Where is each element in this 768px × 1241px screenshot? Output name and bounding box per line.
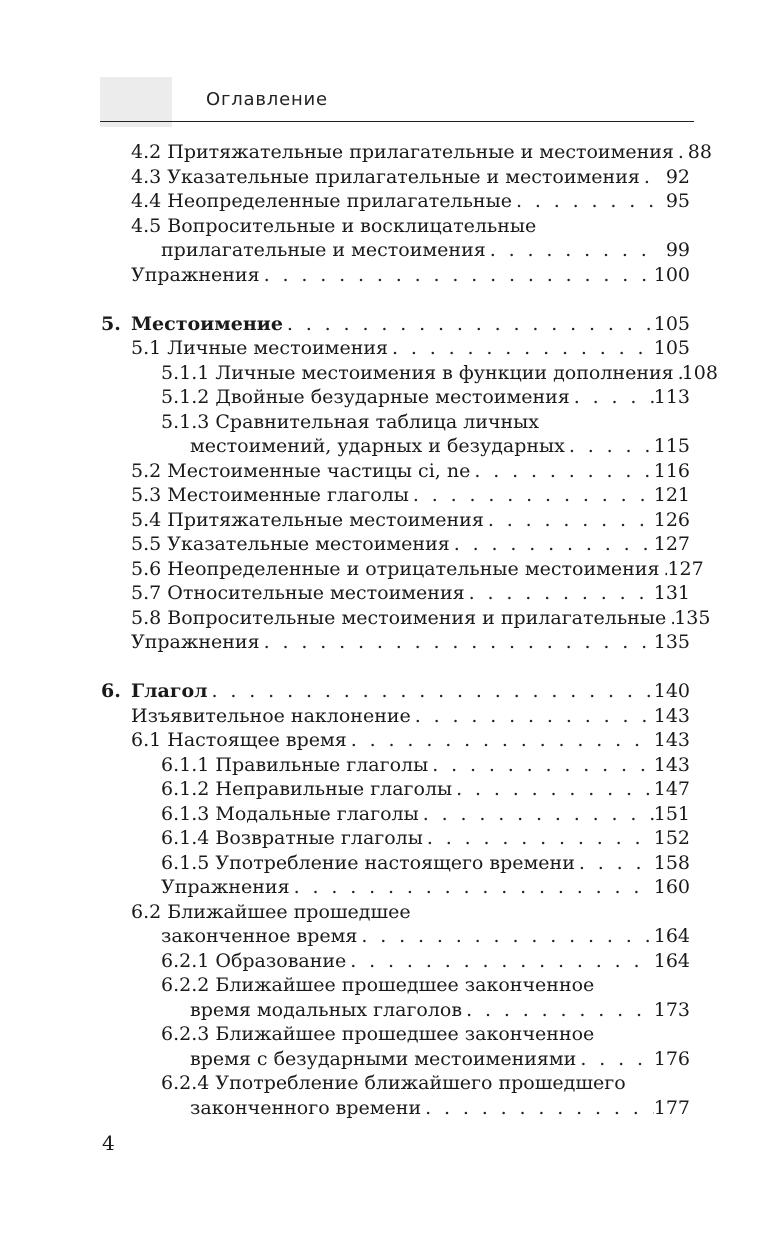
- toc-leader-dots: [565, 434, 654, 459]
- toc-entry[interactable]: [0, 924, 768, 949]
- toc-leader-dots: [465, 581, 654, 606]
- section-gap: [0, 655, 768, 680]
- toc-entry-title: 5.1.3 Сравнительная таблица личных: [161, 410, 540, 433]
- toc-entry-title: 5.1 Личные местоимения: [131, 337, 389, 359]
- toc-entry-page: 143: [653, 704, 690, 727]
- toc-entry-title: 4.4 Неопределенные прилагательные: [131, 190, 512, 212]
- toc-entry[interactable]: [0, 459, 768, 484]
- toc-entry[interactable]: [0, 1096, 768, 1121]
- toc-entry-title: 5.6 Неопределенные и отрицательные местоимения: [131, 557, 660, 580]
- toc-entry[interactable]: [0, 606, 768, 631]
- toc-entry[interactable]: [0, 1047, 768, 1072]
- toc-entry-page: 100: [653, 263, 690, 286]
- toc-entry-page: 164: [653, 949, 690, 972]
- toc-entry-title: время с безударными местоимениями: [190, 1047, 577, 1070]
- section-gap: [0, 287, 768, 312]
- toc-leader-dots: [388, 336, 654, 361]
- toc-leader-dots: [452, 777, 654, 802]
- toc-entry-page: 135: [674, 606, 711, 629]
- toc-entry-title: 4.3 Указательные прилагательные и местоимения: [131, 165, 640, 188]
- toc-leader-dots: [409, 483, 654, 508]
- toc-entry[interactable]: [0, 753, 768, 778]
- toc-leader-dots: [260, 630, 654, 655]
- toc-leader-dots: [346, 949, 653, 974]
- toc-entry-page: 147: [653, 778, 690, 800]
- toc-entry[interactable]: [0, 581, 768, 606]
- toc-leader-dots: [357, 924, 653, 949]
- toc-entry-page: 126: [653, 508, 690, 531]
- header-rule: [100, 121, 694, 122]
- toc-entry-page: 105: [653, 312, 690, 335]
- toc-chapter-entry[interactable]: [0, 679, 768, 704]
- toc-entry-title: 6.1.1 Правильные глаголы: [161, 753, 429, 776]
- toc-leader-dots: [512, 189, 660, 214]
- toc-entry-title: Изъявительное наклонение: [131, 704, 411, 727]
- toc-entry-title: 5.1.1 Личные местоимения в функции дополнения: [161, 361, 674, 384]
- toc-entry[interactable]: [0, 875, 768, 900]
- header-tab-decoration: [100, 77, 172, 127]
- toc-entry-title: 5.8 Вопросительные местоимения и прилагательные: [131, 606, 667, 629]
- toc-entry-page: 151: [653, 802, 690, 825]
- toc-entry[interactable]: [0, 557, 768, 582]
- toc-entry-page: 158: [653, 851, 690, 874]
- toc-entry[interactable]: [0, 189, 768, 214]
- toc-leader-dots: [470, 459, 653, 484]
- toc-leader-dots: [575, 851, 654, 876]
- toc-entry-title: 6.2.4 Употребление ближайшего прошедшего: [161, 1072, 626, 1094]
- toc-leader-dots: [666, 606, 674, 631]
- toc-entry-page: 121: [653, 484, 690, 506]
- toc-entry[interactable]: [0, 263, 768, 288]
- toc-leader-dots: [423, 826, 654, 851]
- toc-leader-dots: [576, 1047, 653, 1072]
- toc-chapter-number: 5.: [101, 312, 121, 335]
- toc-entry-page: 116: [653, 459, 690, 482]
- toc-leader-dots: [674, 361, 682, 386]
- toc-leader-dots: [640, 165, 660, 190]
- toc-leader-dots: [283, 312, 654, 337]
- running-header-title: Оглавление: [206, 89, 328, 110]
- toc-entry-title: 4.5 Вопросительные и восклицательные: [131, 214, 537, 237]
- toc-entry-title: 6.1.5 Употребление настоящего времени: [161, 851, 575, 874]
- toc-entry-page: 152: [653, 827, 690, 849]
- toc-entry-page: 99: [665, 239, 690, 261]
- toc-entry[interactable]: [0, 900, 768, 925]
- toc-chapter-entry[interactable]: [0, 312, 768, 337]
- toc-entry[interactable]: [0, 728, 768, 753]
- toc-entry-page: 92: [665, 165, 690, 188]
- toc-entry-page: 115: [653, 435, 690, 457]
- toc-entry-title: 5.1.2 Двойные безударные местоимения: [161, 386, 570, 408]
- toc-entry-page: 173: [653, 998, 690, 1021]
- toc-entry-title: 5.7 Относительные местоимения: [131, 582, 465, 604]
- toc-entry-title: 6.1.3 Модальные глаголы: [161, 802, 419, 825]
- toc-entry-page: 176: [653, 1047, 690, 1070]
- toc-leader-dots: [260, 263, 654, 288]
- toc-entry[interactable]: [0, 361, 768, 386]
- toc-entry-title: 6.2.2 Ближайшее прошедшее законченное: [161, 974, 595, 996]
- toc-entry[interactable]: [0, 1022, 768, 1047]
- toc-entry-title: Упражнения: [161, 876, 290, 898]
- toc-entry-title: 6.1 Настоящее время: [131, 729, 347, 751]
- toc-entry-title: время модальных глаголов: [190, 998, 463, 1021]
- toc-entry-page: 164: [653, 925, 690, 947]
- toc-entry-title: Упражнения: [131, 263, 260, 286]
- toc-entry[interactable]: [0, 434, 768, 459]
- toc-entry[interactable]: [0, 483, 768, 508]
- toc-entry[interactable]: [0, 165, 768, 190]
- toc-entry-title: 5.3 Местоименные глаголы: [131, 484, 409, 506]
- toc-entry-page: 108: [681, 361, 718, 384]
- toc-entry[interactable]: [0, 826, 768, 851]
- toc-entry-page: 105: [653, 337, 690, 359]
- toc-entry[interactable]: [0, 336, 768, 361]
- toc-entry-title: 5.5 Указательные местоимения: [131, 533, 450, 555]
- toc-entry-page: 143: [653, 729, 690, 751]
- toc-entry-title: 6.2.3 Ближайшее прошедшее законченное: [161, 1023, 595, 1045]
- toc-entry-title: законченного времени: [190, 1096, 422, 1119]
- toc-entry-page: 160: [653, 876, 690, 898]
- toc-entry[interactable]: [0, 998, 768, 1023]
- toc-entry-title: Глагол: [131, 680, 208, 702]
- toc-entry-title: законченное время: [161, 925, 358, 947]
- toc-leader-dots: [450, 532, 654, 557]
- toc-entry[interactable]: [0, 851, 768, 876]
- toc-entry-title: местоимений, ударных и безударных: [190, 435, 565, 457]
- toc-entry-page: 140: [653, 680, 690, 702]
- toc-leader-dots: [421, 1096, 654, 1121]
- toc-entry[interactable]: [0, 410, 768, 435]
- toc-entry[interactable]: [0, 973, 768, 998]
- toc-leader-dots: [484, 508, 654, 533]
- toc-entry-title: 5.2 Местоименные частицы ci, ne: [131, 459, 471, 482]
- toc-entry-title: 4.2 Притяжательные прилагательные и местоимения: [131, 141, 674, 163]
- toc-entry-page: 177: [653, 1096, 690, 1119]
- toc-leader-dots: [419, 802, 654, 827]
- toc-leader-dots: [290, 875, 654, 900]
- toc-entry-page: 135: [653, 631, 690, 653]
- toc-entry-title: 6.1.2 Неправильные глаголы: [161, 778, 453, 800]
- toc-entry-title: 6.1.4 Возвратные глаголы: [161, 827, 423, 849]
- toc-entry[interactable]: [0, 704, 768, 729]
- toc-entry[interactable]: [0, 1071, 768, 1096]
- toc-leader-dots: [570, 385, 654, 410]
- toc-leader-dots: [659, 557, 667, 582]
- toc-entry-page: 113: [653, 386, 690, 408]
- toc-entry-page: 88: [687, 141, 712, 163]
- toc-leader-dots: [411, 704, 654, 729]
- toc-entry[interactable]: [0, 508, 768, 533]
- toc-entry[interactable]: [0, 214, 768, 239]
- toc-entry[interactable]: [0, 385, 768, 410]
- toc-chapter-number: 6.: [101, 680, 121, 702]
- toc-entry[interactable]: [0, 238, 768, 263]
- toc-entry[interactable]: [0, 140, 768, 165]
- toc-entry-page: 95: [665, 190, 690, 212]
- toc-entry[interactable]: [0, 949, 768, 974]
- toc-entry[interactable]: [0, 532, 768, 557]
- toc-entry-title: 6.2 Ближайшее прошедшее: [131, 900, 411, 923]
- toc-leader-dots: [462, 998, 654, 1023]
- toc-entry-page: 127: [667, 557, 704, 580]
- toc-entry[interactable]: [0, 630, 768, 655]
- toc-entry[interactable]: [0, 777, 768, 802]
- toc-entry[interactable]: [0, 802, 768, 827]
- page-number: 4: [102, 1131, 115, 1155]
- toc-entry-page: 127: [653, 533, 690, 555]
- toc-leader-dots: [486, 238, 660, 263]
- toc-entry-title: 6.2.1 Образование: [161, 949, 347, 972]
- toc-leader-dots: [428, 753, 654, 778]
- toc-entry-title: Местоимение: [131, 312, 283, 335]
- toc-entry-page: 143: [653, 753, 690, 776]
- toc-entry-page: 131: [653, 582, 690, 604]
- table-of-contents: [0, 140, 768, 1120]
- toc-entry-title: прилагательные и местоимения: [161, 239, 486, 261]
- toc-leader-dots: [208, 679, 654, 704]
- toc-leader-dots: [347, 728, 654, 753]
- toc-entry-title: Упражнения: [131, 631, 260, 653]
- toc-entry-title: 5.4 Притяжательные местоимения: [131, 508, 484, 531]
- toc-leader-dots: [674, 140, 682, 165]
